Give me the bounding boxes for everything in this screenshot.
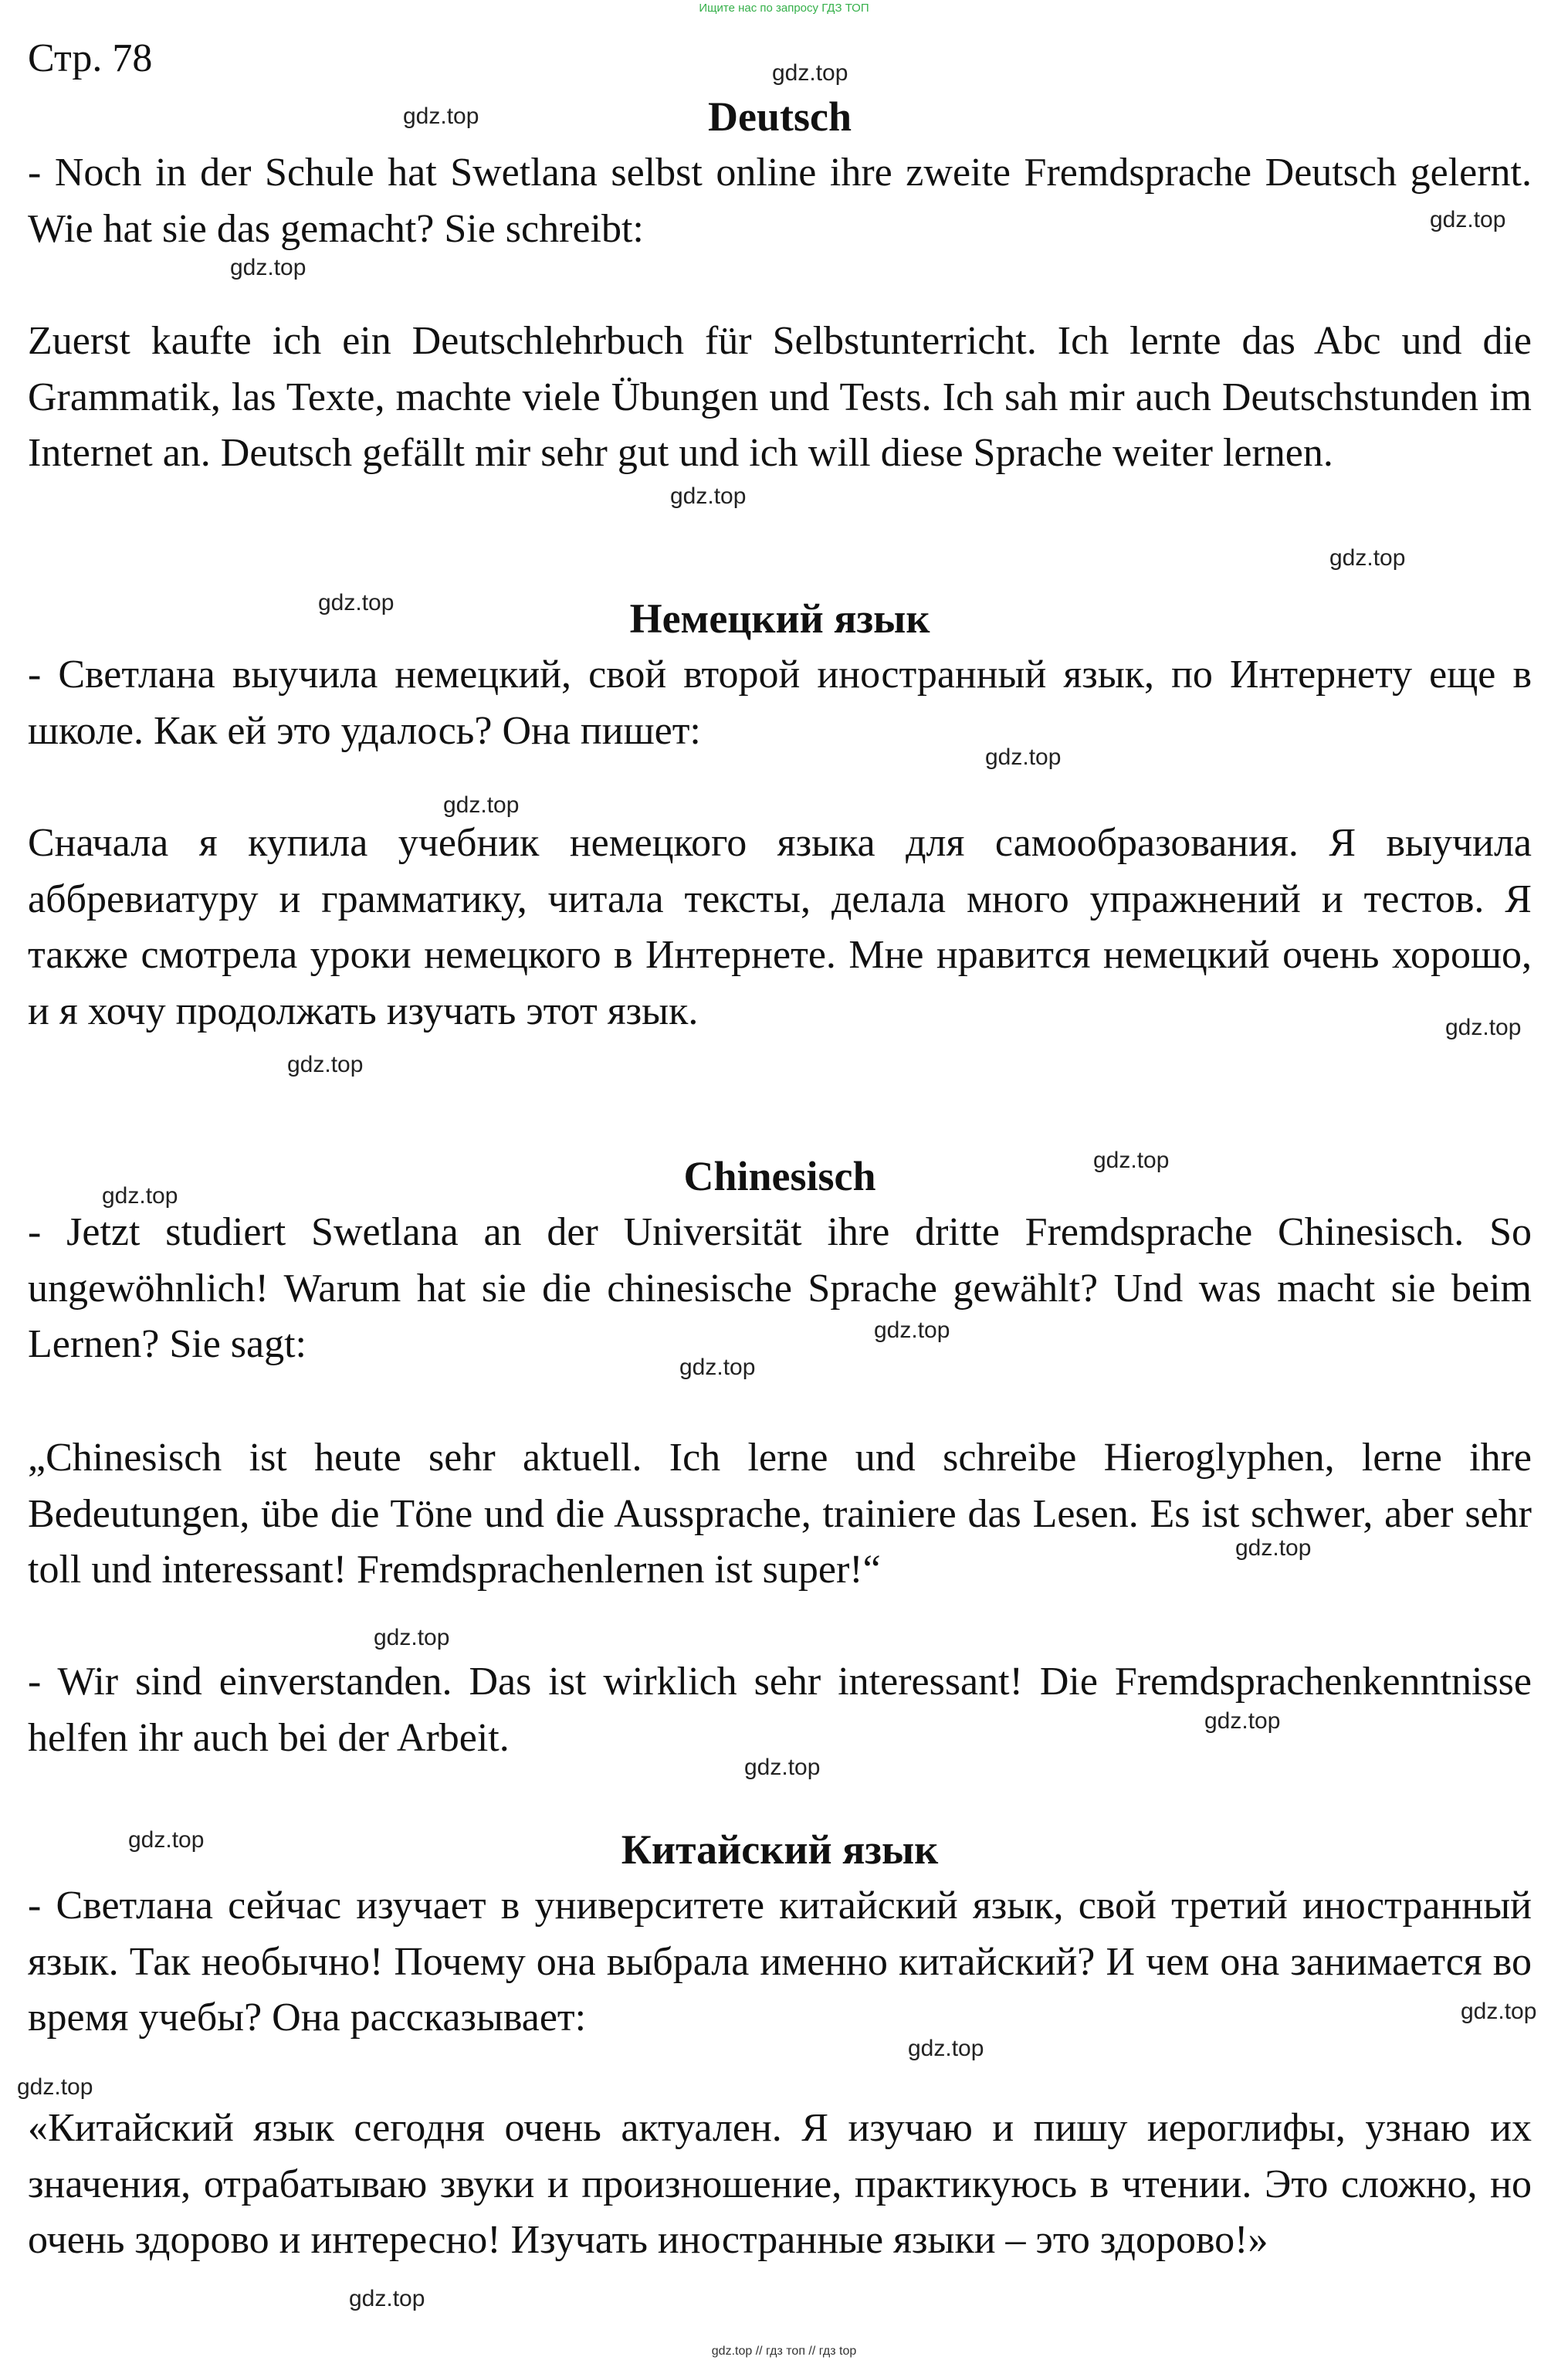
watermark: gdz.top xyxy=(1093,1148,1170,1173)
watermark: gdz.top xyxy=(1445,1015,1522,1040)
section-heading-nemetskiy: Немецкий язык xyxy=(629,595,930,642)
paragraph-chinesisch-intro: - Jetzt studiert Swetlana an der Universität ihre dritte Fremdsprache Chinesisch. So ungewöhnlich! Warum hat sie die chinesische Sprache gewählt? Und was macht sie beim Lernen? Sie sagt: xyxy=(28,1210,1532,1366)
watermark: gdz.top xyxy=(679,1355,756,1380)
watermark: gdz.top xyxy=(874,1317,950,1343)
top-banner: Ищите нас по запросу ГДЗ ТОП xyxy=(699,2,869,15)
watermark: gdz.top xyxy=(1461,1999,1537,2024)
section-heading-deutsch: Deutsch xyxy=(708,93,852,140)
paragraph-deutsch-answer: Zuerst kaufte ich ein Deutschlehrbuch für Selbstunterricht. Ich lernte das Abc und die Grammatik, las Texte, machte viele Übungen und Tests. Ich sah mir auch Deutschstunden im Internet an. Deutsch gefällt mir sehr gut und ich will diese Sprache weiter lernen. xyxy=(28,319,1532,475)
paragraph-deutsch-intro: - Noch in der Schule hat Swetlana selbst online ihre zweite Fremdsprache Deutsch gelernt. Wie hat sie das gemacht? Sie schreibt: xyxy=(28,151,1532,251)
watermark: gdz.top xyxy=(443,792,520,818)
watermark: gdz.top xyxy=(349,2286,425,2311)
paragraph-kitayskiy-quote: «Китайский язык сегодня очень актуален. Я изучаю и пишу иероглифы, узнаю их значения, отрабатываю звуки и произношение, практикуюсь в чтении. Это сложно, но очень здорово и интересно! Изучать иностранные языки – это здорово!» xyxy=(28,2106,1532,2262)
watermark: gdz.top xyxy=(908,2036,984,2061)
watermark: gdz.top xyxy=(1329,545,1406,571)
paragraph-chinesisch-quote: „Chinesisch ist heute sehr aktuell. Ich lerne und schreibe Hieroglyphen, lerne ihre Bedeutungen, übe die Töne und die Aussprache, trainiere das Lesen. Es ist schwer, aber sehr toll und interessant! Fremdsprachenlernen ist super!“ xyxy=(28,1436,1532,1592)
watermark: gdz.top xyxy=(744,1755,821,1780)
watermark: gdz.top xyxy=(17,2074,93,2100)
section-heading-kitayskiy: Китайский язык xyxy=(621,1826,939,1873)
watermark: gdz.top xyxy=(102,1183,178,1209)
watermark: gdz.top xyxy=(670,483,747,509)
paragraph-chinesisch-comment: - Wir sind einverstanden. Das ist wirklich sehr interessant! Die Fremdsprachenkenntnisse helfen ihr auch bei der Arbeit. xyxy=(28,1660,1532,1760)
footer: gdz.top // гдз топ // гдз top xyxy=(711,2345,857,2358)
section-heading-chinesisch: Chinesisch xyxy=(683,1153,876,1199)
paragraph-kitayskiy-intro: - Светлана сейчас изучает в университете китайский язык, свой третий иностранный язык. Так необычно! Почему она выбрала именно китайский? И чем она занимается во время учебы? Она рассказывает: xyxy=(28,1884,1532,2040)
watermark: gdz.top xyxy=(318,590,395,615)
page-number: Стр. 78 xyxy=(28,36,153,80)
watermark: gdz.top xyxy=(1430,207,1506,232)
paragraph-nemetskiy-answer: Сначала я купила учебник немецкого языка для самообразования. Я выучила аббревиатуру и грамматику, читала тексты, делала много упражнений и тестов. Я также смотрела уроки немецкого в Интернете. Мне нравится немецкий очень хорошо, и я хочу продолжать изучать этот язык. xyxy=(28,821,1532,1033)
watermark: gdz.top xyxy=(772,60,848,86)
watermark: gdz.top xyxy=(1204,1708,1281,1734)
watermark: gdz.top xyxy=(374,1625,450,1650)
watermark: gdz.top xyxy=(985,744,1062,770)
watermark: gdz.top xyxy=(287,1052,364,1077)
watermark: gdz.top xyxy=(1235,1535,1312,1561)
paragraph-nemetskiy-intro: - Светлана выучила немецкий, свой второй иностранный язык, по Интернету еще в школе. Как ей это удалось? Она пишет: xyxy=(28,653,1532,753)
watermark: gdz.top xyxy=(128,1827,205,1853)
watermark: gdz.top xyxy=(230,255,306,280)
watermark: gdz.top xyxy=(403,103,479,129)
